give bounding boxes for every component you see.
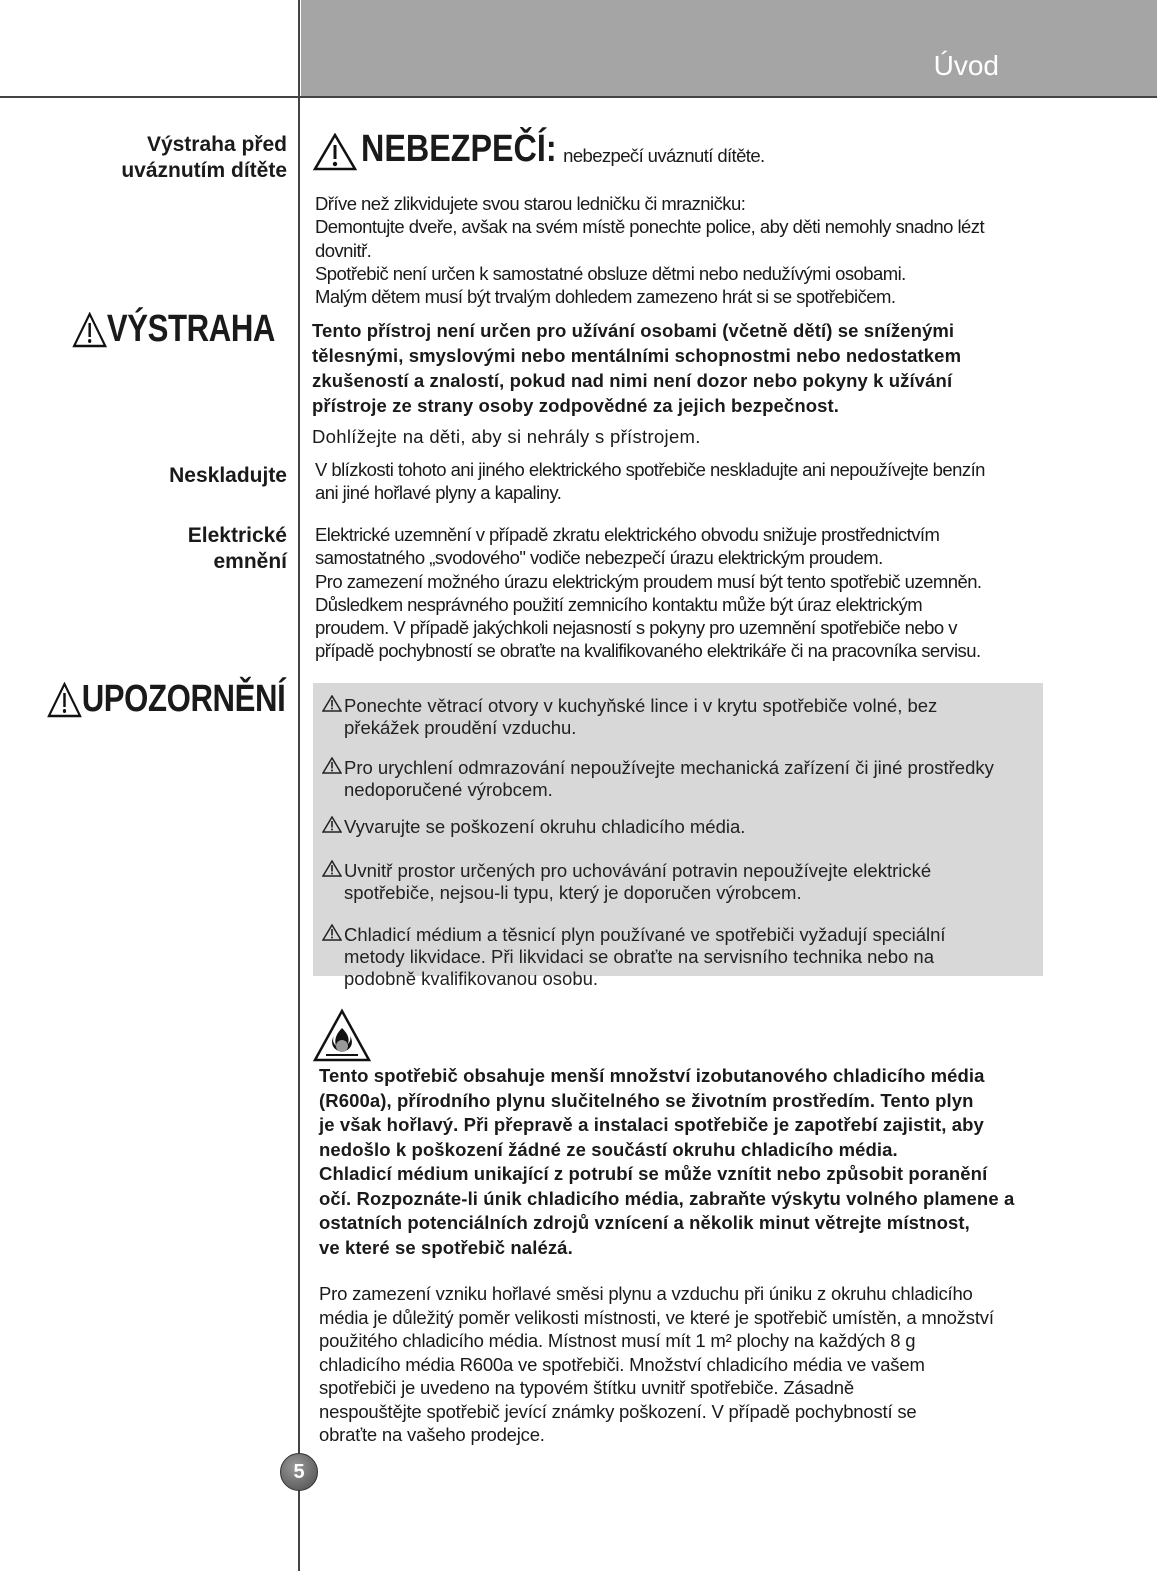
warning-icon	[322, 924, 344, 946]
caution-item-line	[322, 860, 1043, 882]
caution-item	[322, 695, 1043, 739]
label-warning	[72, 308, 275, 351]
column-divider	[298, 0, 300, 1571]
danger-heading	[313, 128, 765, 171]
no-storage-text	[315, 458, 985, 505]
caution-item	[322, 924, 1043, 990]
caution-item-line	[322, 695, 1043, 717]
caution-item-line	[322, 968, 1043, 990]
caution-item-text: Ponechte větrací otvory v kuchyňské lince i v krytu spotřebiče volné, bez	[344, 695, 938, 716]
label-caution	[47, 678, 285, 721]
caution-box	[313, 683, 1043, 989]
text-line: Elektrické uzemnění v případě zkratu elektrického obvodu snižuje prostřednictvím	[315, 524, 940, 545]
label-line: Elektrické	[187, 524, 287, 547]
caution-item-line	[322, 779, 1043, 801]
page-number: 5	[280, 1453, 318, 1491]
text-line: použitého chladicího média. Místnost musí mít 1 m² plochy na každých 8 g	[319, 1330, 916, 1351]
text-line: Spotřebič není určen k samostatné obsluze dětmi nebo nedužívými osobami.	[315, 262, 906, 284]
text-line: Dříve než zlikvidujete svou starou ledničku či mrazničku:	[315, 193, 746, 214]
caution-item-text: podobně kvalifikovanou osobu.	[344, 968, 599, 989]
text-line: chladicího média R600a ve spotřebiči. Množství chladicího média ve vašem	[319, 1353, 925, 1375]
caution-item-text: Chladicí médium a těsnicí plyn používané ve spotřebiči vyžadují speciální	[344, 924, 946, 945]
text-line: případě pochybností se obraťte na kvalifikovaného elektrikáře či na pracovníka servisu.	[315, 640, 981, 662]
text-line: zkušeností a znalostí, pokud nad nimi není dozor nebo pokyny k užívání	[312, 370, 953, 391]
text-line: nespouštějte spotřebič jevící známky poškození. V případě pochybností se	[319, 1400, 917, 1422]
caution-item-line	[322, 816, 1043, 838]
text-line: ani jiné hořlavé plyny a kapaliny.	[315, 482, 562, 504]
section-title: Úvod	[933, 50, 999, 81]
text-line: V blízkosti tohoto ani jiného elektrického spotřebiče neskladujte ani nepoužívejte benzín	[315, 459, 985, 480]
header-band	[301, 0, 1157, 96]
warning-icon	[322, 757, 344, 779]
label-child-trap	[121, 132, 287, 184]
text-line: Tento přístroj není určen pro užívání osobami (včetně dětí) se sníženými	[312, 320, 955, 341]
warning-icon	[313, 133, 357, 171]
text-line: Důsledkem nesprávného použití zemnicího kontaktu může být úraz elektrickým	[315, 593, 923, 615]
warning-icon	[322, 860, 344, 882]
text-line: Malým dětem musí být trvalým dohledem zamezeno hrát si se spotřebičem.	[315, 286, 896, 308]
caution-item-line	[322, 757, 1043, 779]
text-line: ve které se spotřebič nalézá.	[319, 1236, 573, 1258]
text-line: samostatného „svodového" vodiče nebezpečí úrazu elektrickým proudem.	[315, 547, 883, 569]
danger-subtitle: nebezpečí uváznutí dítěte.	[563, 145, 765, 166]
warning-icon	[72, 312, 106, 348]
text-line: dovnitř.	[315, 239, 372, 261]
text-line: přístroje ze strany osoby zodpovědné za jejich bezpečnost.	[312, 395, 840, 416]
text-line: Pro zamezení vzniku hořlavé směsi plynu a vzduchu při úniku z okruhu chladicího	[319, 1283, 973, 1304]
warning-note: Dohlížejte na děti, aby si nehrály s přístrojem.	[312, 426, 701, 447]
caution-item-text: Pro urychlení odmrazování nepoužívejte mechanická zařízení či jiné prostředky	[344, 757, 994, 778]
flammable-icon	[312, 1008, 372, 1064]
header-divider	[0, 96, 1157, 98]
text-line: nedošlo k poškození žádné ze součástí okruhu chladicího média.	[319, 1138, 898, 1160]
text-line: obraťte na vašeho prodejce.	[319, 1424, 545, 1445]
label-text: UPOZORNĚNÍ	[81, 678, 285, 720]
label-electrical	[188, 523, 287, 575]
warning-icon	[322, 816, 344, 838]
label-line: uváznutím dítěte	[121, 159, 287, 182]
caution-item-text: nedoporučené výrobcem.	[344, 779, 553, 800]
text-line: (R600a), přírodního plynu slučitelného se životním prostředím. Tento plyn	[319, 1089, 974, 1111]
text-line: média je důležitý poměr velikosti místnosti, ve které je spotřebič umístěn, a množství	[319, 1306, 994, 1328]
refrigerant-room-text	[319, 1282, 994, 1447]
label-text: VÝSTRAHA	[106, 308, 275, 350]
text-line: je však hořlavý. Při přepravě a instalaci spotřebiče je zapotřebí zajistit, aby	[319, 1114, 984, 1135]
caution-item	[322, 860, 1043, 904]
electrical-text	[315, 523, 982, 663]
text-line: Tento spotřebič obsahuje menší množství izobutanového chladicího média	[319, 1065, 985, 1086]
text-line: Pro zamezení možného úrazu elektrickým proudem musí být tento spotřebič uzemněn.	[315, 570, 982, 592]
text-line: Demontujte dveře, avšak na svém místě ponechte police, aby děti nemohly snadno lézt	[315, 216, 985, 238]
flammable-text	[319, 1064, 1014, 1260]
caution-item-text: metody likvidace. Při likvidaci se obraťte na servisního technika nebo na	[344, 946, 934, 967]
label-line: emnění	[213, 550, 287, 573]
label-no-storage: Neskladujte	[169, 464, 287, 487]
caution-item-line	[322, 717, 1043, 739]
warning-icon	[322, 695, 344, 717]
text-line: Chladicí médium unikající z potrubí se může vznítit nebo způsobit poranění	[319, 1163, 988, 1184]
text-line: proudem. V případě jakýchkoli nejasností s pokyny pro uzemnění spotřebiče nebo v	[315, 617, 957, 639]
text-line: tělesnými, smyslovými nebo mentálními schopnostmi nebo nedostatkem	[312, 345, 962, 366]
warning-text	[312, 318, 961, 418]
caution-item-line	[322, 946, 1043, 968]
text-line: očí. Rozpoznáte-li únik chladicího média, zabraňte výskytu volného plamene a	[319, 1187, 1015, 1209]
caution-item-text: spotřebiče, nejsou-li typu, který je doporučen výrobcem.	[344, 882, 802, 903]
caution-item-text: Uvnitř prostor určených pro uchovávání potravin nepoužívejte elektrické	[344, 860, 932, 881]
caution-item-text: překážek proudění vzduchu.	[344, 717, 577, 738]
caution-item	[322, 757, 1043, 801]
label-line: Výstraha před	[146, 133, 287, 156]
caution-item-text: Vyvarujte se poškození okruhu chladicího média.	[344, 816, 746, 837]
text-line: spotřebiči je uvedeno na typovém štítku uvnitř spotřebiče. Zásadně	[319, 1377, 854, 1398]
caution-item-line	[322, 882, 1043, 904]
caution-item	[322, 816, 1043, 838]
danger-text	[315, 192, 984, 308]
text-line: ostatních potenciálních zdrojů vznícení a několik minut větrejte místnost,	[319, 1212, 970, 1233]
caution-item-line	[322, 924, 1043, 946]
danger-title: NEBEZPEČÍ:	[361, 128, 557, 170]
warning-icon	[47, 682, 81, 718]
